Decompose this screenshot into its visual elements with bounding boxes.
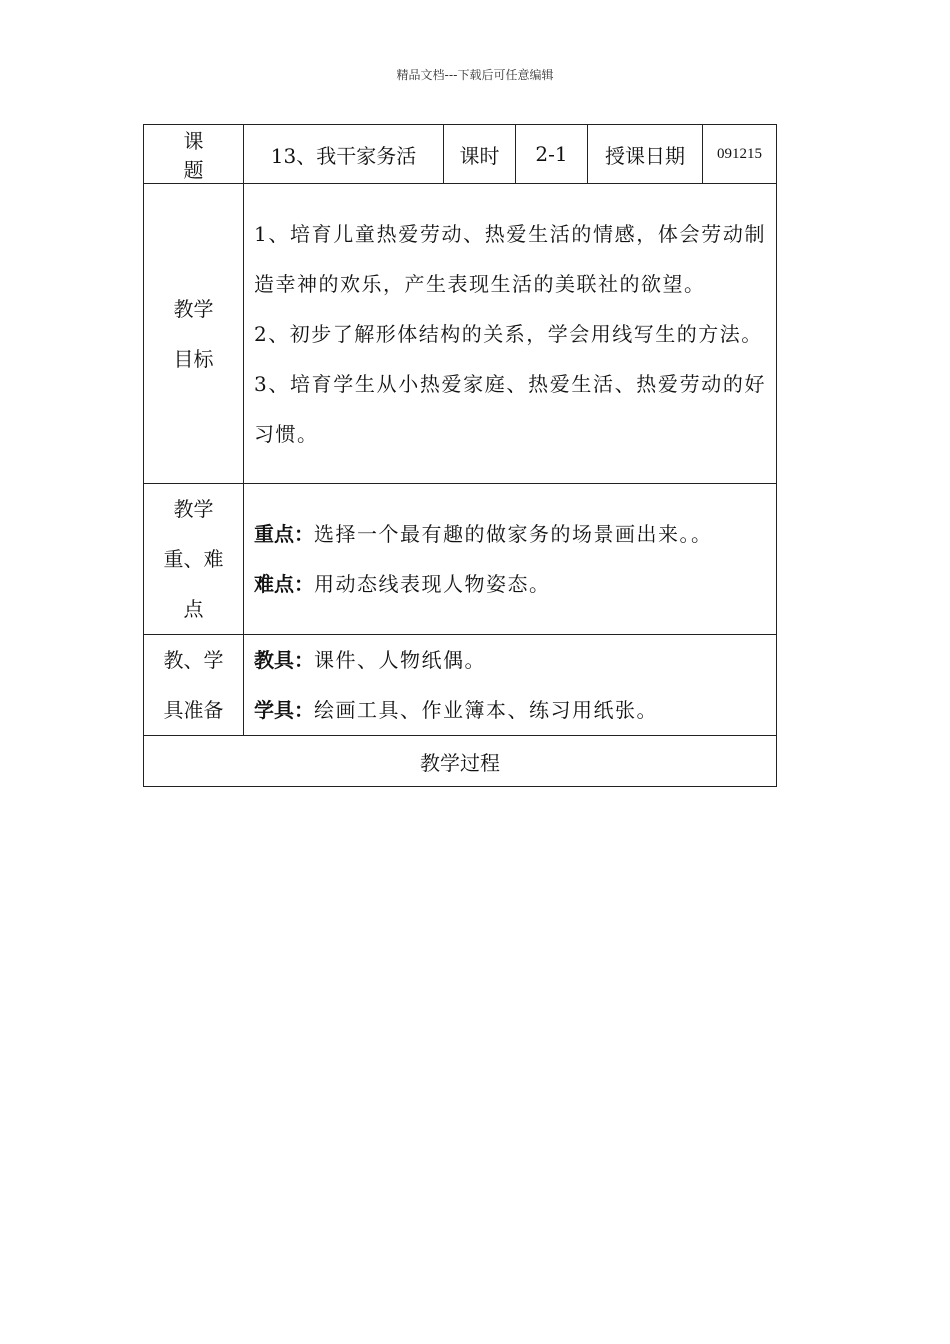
key-point-label: 重点： [254, 522, 314, 546]
prep-label-line-1: 教、学 [163, 648, 224, 672]
key-label-line-1: 教学 [173, 497, 214, 521]
key-label-line-2: 重、难 [163, 547, 224, 571]
goals-label-line-2: 目标 [173, 346, 214, 371]
topic-label: 课题 [144, 125, 244, 184]
date-label: 授课日期 [588, 125, 703, 184]
table-row-preparation [144, 635, 777, 736]
goal-item-2: 2、初步了解形体结构的关系，学会用线写生的方法。 [254, 321, 763, 346]
key-points-content [244, 484, 777, 635]
difficult-point-label: 难点： [254, 572, 314, 596]
process-heading: 教学过程 [144, 736, 777, 787]
teacher-tools-label: 教具： [254, 648, 314, 672]
preparation-content [244, 635, 777, 736]
table-row-process [144, 736, 777, 787]
key-point-line [254, 509, 766, 559]
goal-item-1: 1、培育儿童热爱劳动、热爱生活的情感，体会劳动制造幸神的欢乐，产生表现生活的美联社的欲望。 [254, 221, 766, 296]
goal-item-3: 3、培育学生从小热爱家庭、热爱生活、热爱劳动的好习惯。 [254, 371, 766, 446]
key-label-line-3: 点 [183, 597, 204, 621]
goals-label-line-1: 教学 [173, 296, 214, 321]
table-row-key-points [144, 484, 777, 635]
prep-label-line-2: 具准备 [163, 698, 224, 722]
student-tools-text: 绘画工具、作业簿本、练习用纸张。 [314, 698, 658, 722]
student-tools-label: 学具： [254, 698, 314, 722]
key-points-label [144, 484, 244, 635]
key-point-text: 选择一个最有趣的做家务的场景画出来。。 [314, 522, 713, 546]
hours-value: 2-1 [516, 125, 588, 184]
table-row-header [144, 125, 777, 184]
hours-label: 课时 [444, 125, 516, 184]
lesson-plan-table [143, 124, 777, 787]
difficult-point-line [254, 559, 766, 609]
student-tools-line [254, 685, 766, 735]
page-header: 精品文档---下载后可任意编辑 [396, 68, 554, 82]
teacher-tools-line [254, 635, 766, 685]
topic-value: 13、我干家务活 [244, 125, 444, 184]
difficult-point-text: 用动态线表现人物姿态。 [314, 572, 551, 596]
goals-content [244, 184, 777, 484]
goals-label [144, 184, 244, 484]
date-value: 091215 [703, 125, 777, 184]
teacher-tools-text: 课件、人物纸偶。 [314, 648, 486, 672]
table-row-goals [144, 184, 777, 484]
preparation-label [144, 635, 244, 736]
